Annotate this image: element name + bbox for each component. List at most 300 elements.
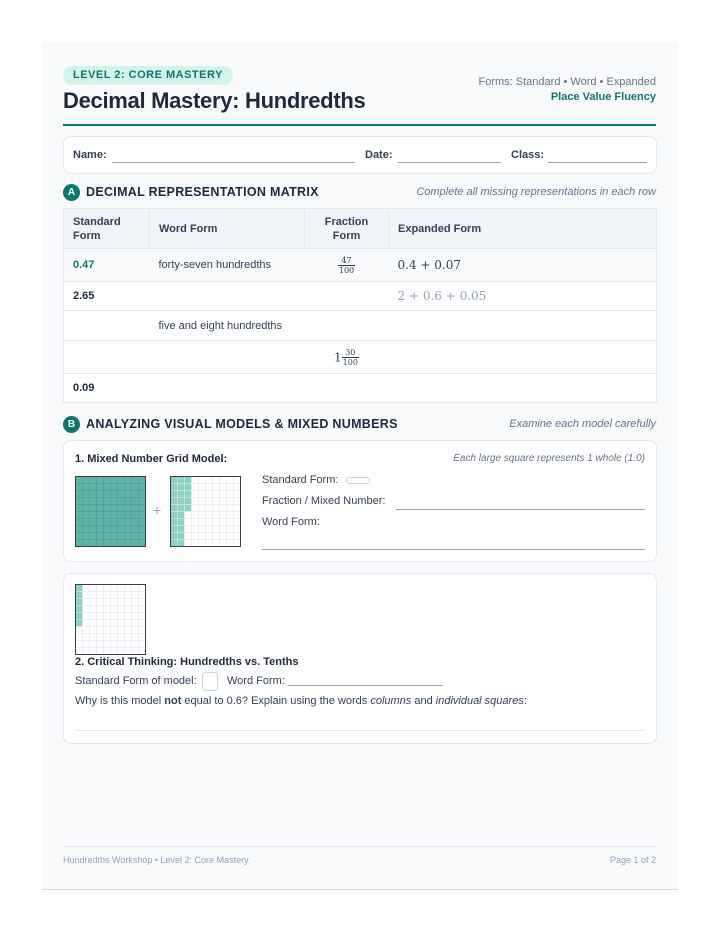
empty-square xyxy=(199,491,206,498)
shaded-square xyxy=(125,484,132,491)
empty-square xyxy=(97,613,104,620)
empty-square xyxy=(199,477,206,484)
shaded-square xyxy=(76,599,83,606)
empty-square xyxy=(125,634,132,641)
plus-sign: + xyxy=(153,502,162,518)
empty-square xyxy=(132,585,139,592)
fraction-input-line[interactable] xyxy=(396,509,645,510)
empty-square xyxy=(83,641,90,648)
shaded-square xyxy=(132,533,139,540)
class-label: Class: xyxy=(511,149,545,161)
denominator: 100 xyxy=(342,357,358,367)
shaded-square xyxy=(90,519,97,526)
empty-square xyxy=(97,627,104,634)
empty-square xyxy=(220,533,227,540)
empty-square xyxy=(234,519,241,526)
empty-square xyxy=(234,477,241,484)
shaded-square xyxy=(171,498,178,505)
empty-square xyxy=(213,533,220,540)
empty-square xyxy=(206,519,213,526)
shaded-square xyxy=(139,526,146,533)
empty-square xyxy=(83,599,90,606)
shaded-square xyxy=(90,526,97,533)
numerator: 30 xyxy=(342,348,359,358)
empty-square xyxy=(90,634,97,641)
empty-square xyxy=(90,641,97,648)
empty-square xyxy=(111,641,118,648)
shaded-square xyxy=(125,512,132,519)
shaded-square xyxy=(118,519,125,526)
shaded-square xyxy=(171,512,178,519)
shaded-square xyxy=(111,491,118,498)
shaded-square xyxy=(185,484,192,491)
empty-square xyxy=(118,606,125,613)
empty-square xyxy=(104,634,111,641)
shaded-square xyxy=(125,533,132,540)
empty-square xyxy=(90,599,97,606)
shaded-square xyxy=(139,477,146,484)
empty-square xyxy=(90,606,97,613)
fraction-cell[interactable] xyxy=(305,374,389,403)
standard-cell: 0.09 xyxy=(64,374,150,403)
empty-square xyxy=(118,627,125,634)
standard-cell: 0.47 xyxy=(64,249,150,282)
shaded-square xyxy=(139,533,146,540)
expanded-cell[interactable] xyxy=(389,311,657,341)
empty-square xyxy=(118,592,125,599)
empty-square xyxy=(97,648,104,655)
empty-square xyxy=(104,585,111,592)
empty-square xyxy=(220,505,227,512)
empty-square xyxy=(199,512,206,519)
model-1-card xyxy=(63,440,657,562)
empty-square xyxy=(90,592,97,599)
header-standard: Standard Form xyxy=(64,209,150,249)
empty-square xyxy=(234,498,241,505)
shaded-square xyxy=(76,585,83,592)
model-2-word-label: Word Form: xyxy=(227,675,285,687)
shaded-square xyxy=(83,477,90,484)
shaded-square xyxy=(97,498,104,505)
empty-square xyxy=(97,592,104,599)
question-text: and xyxy=(411,695,436,707)
fraction-cell xyxy=(305,249,389,282)
shaded-square xyxy=(139,491,146,498)
shaded-square xyxy=(97,526,104,533)
empty-square xyxy=(83,613,90,620)
shaded-square xyxy=(132,512,139,519)
shaded-square xyxy=(76,484,83,491)
empty-square xyxy=(132,592,139,599)
shaded-square xyxy=(171,505,178,512)
shaded-square xyxy=(139,498,146,505)
empty-square xyxy=(206,512,213,519)
empty-square xyxy=(199,526,206,533)
shaded-square xyxy=(76,613,83,620)
empty-square xyxy=(139,585,146,592)
shaded-square xyxy=(178,519,185,526)
denominator: 100 xyxy=(338,265,355,275)
shaded-square xyxy=(132,540,139,547)
empty-square xyxy=(76,634,83,641)
table-row xyxy=(64,311,657,341)
shaded-square xyxy=(132,484,139,491)
shaded-square xyxy=(111,512,118,519)
shaded-square xyxy=(118,540,125,547)
expanded-cell: 0.4 + 0.07 xyxy=(389,249,657,282)
word-cell[interactable] xyxy=(150,341,305,374)
shaded-square xyxy=(83,512,90,519)
name-label: Name: xyxy=(73,149,107,161)
empty-square xyxy=(206,533,213,540)
level-badge: LEVEL 2: CORE MASTERY xyxy=(63,66,233,85)
shaded-square xyxy=(125,526,132,533)
empty-square xyxy=(220,540,227,547)
empty-square xyxy=(97,620,104,627)
shaded-square xyxy=(185,498,192,505)
fraction-cell[interactable] xyxy=(305,282,389,311)
shaded-square xyxy=(118,498,125,505)
empty-square xyxy=(83,592,90,599)
empty-square xyxy=(118,620,125,627)
critical-thinking-question xyxy=(75,695,527,707)
empty-square xyxy=(111,613,118,620)
shaded-square xyxy=(76,519,83,526)
empty-square xyxy=(97,641,104,648)
empty-square xyxy=(206,491,213,498)
empty-square xyxy=(111,634,118,641)
shaded-square xyxy=(178,477,185,484)
table-row xyxy=(64,249,657,282)
shaded-square xyxy=(171,533,178,540)
shaded-square xyxy=(76,620,83,627)
empty-square xyxy=(76,641,83,648)
empty-square xyxy=(192,491,199,498)
empty-square xyxy=(125,620,132,627)
shaded-square xyxy=(118,484,125,491)
empty-square xyxy=(125,648,132,655)
shaded-square xyxy=(76,592,83,599)
empty-square xyxy=(185,526,192,533)
empty-square xyxy=(118,641,125,648)
model-2-standard-input[interactable] xyxy=(202,672,218,691)
shaded-square xyxy=(185,477,192,484)
section-a-title: DECIMAL REPRESENTATION MATRIX xyxy=(86,185,319,199)
empty-square xyxy=(125,599,132,606)
shaded-square xyxy=(125,519,132,526)
empty-square xyxy=(220,484,227,491)
shaded-square xyxy=(111,477,118,484)
shaded-square xyxy=(132,477,139,484)
empty-square xyxy=(206,526,213,533)
shaded-square xyxy=(104,533,111,540)
shaded-square xyxy=(139,512,146,519)
shaded-square xyxy=(171,519,178,526)
empty-square xyxy=(192,540,199,547)
shaded-square xyxy=(125,491,132,498)
model-2-card xyxy=(63,573,657,744)
shaded-square xyxy=(83,519,90,526)
shaded-square xyxy=(76,512,83,519)
shaded-square xyxy=(132,505,139,512)
answer-line[interactable] xyxy=(75,730,645,731)
empty-square xyxy=(213,498,220,505)
shaded-square xyxy=(111,519,118,526)
model-2-word-input-line[interactable] xyxy=(288,685,443,686)
empty-square xyxy=(132,606,139,613)
empty-square xyxy=(125,606,132,613)
shaded-square xyxy=(178,533,185,540)
empty-square xyxy=(139,634,146,641)
empty-square xyxy=(83,627,90,634)
empty-square xyxy=(83,634,90,641)
empty-square xyxy=(139,592,146,599)
shaded-square xyxy=(83,498,90,505)
empty-square xyxy=(185,540,192,547)
shaded-square xyxy=(97,484,104,491)
empty-square xyxy=(206,498,213,505)
empty-square xyxy=(111,606,118,613)
shaded-square xyxy=(171,540,178,547)
shaded-square xyxy=(132,526,139,533)
shaded-square xyxy=(132,491,139,498)
empty-square xyxy=(220,477,227,484)
empty-square xyxy=(125,592,132,599)
shaded-square xyxy=(83,491,90,498)
empty-square xyxy=(139,627,146,634)
empty-square xyxy=(139,606,146,613)
fraction xyxy=(338,256,355,275)
empty-square xyxy=(118,585,125,592)
shaded-square xyxy=(90,533,97,540)
empty-square xyxy=(213,484,220,491)
shaded-square xyxy=(132,498,139,505)
empty-square xyxy=(132,634,139,641)
shaded-square xyxy=(76,505,83,512)
empty-square xyxy=(227,519,234,526)
shaded-square xyxy=(83,526,90,533)
standard-form-label: Standard Form: xyxy=(262,474,339,486)
empty-square xyxy=(199,484,206,491)
model-1-note: Each large square represents 1 whole (1.0) xyxy=(453,453,645,464)
empty-square xyxy=(104,613,111,620)
word-cell[interactable] xyxy=(150,374,305,403)
empty-square xyxy=(76,648,83,655)
header-expanded: Expanded Form xyxy=(389,209,657,249)
shaded-square xyxy=(90,512,97,519)
empty-square xyxy=(227,540,234,547)
empty-square xyxy=(213,526,220,533)
shaded-square xyxy=(171,484,178,491)
standard-cell: 2.65 xyxy=(64,282,150,311)
empty-square xyxy=(206,505,213,512)
shaded-square xyxy=(178,491,185,498)
shaded-square xyxy=(111,484,118,491)
word-form-input-line[interactable] xyxy=(262,549,645,550)
empty-square xyxy=(104,599,111,606)
empty-square xyxy=(111,599,118,606)
forms-subtitle: Forms: Standard • Word • Expanded xyxy=(478,76,656,88)
expanded-cell[interactable] xyxy=(389,374,657,403)
empty-square xyxy=(234,526,241,533)
empty-square xyxy=(104,606,111,613)
empty-square xyxy=(206,540,213,547)
shaded-square xyxy=(76,498,83,505)
tenths-confusion-grid xyxy=(75,584,146,655)
empty-square xyxy=(213,477,220,484)
shaded-square xyxy=(139,540,146,547)
shaded-square xyxy=(132,519,139,526)
fraction xyxy=(342,348,359,367)
shaded-square xyxy=(178,505,185,512)
empty-square xyxy=(227,505,234,512)
empty-square xyxy=(220,491,227,498)
empty-square xyxy=(206,477,213,484)
fluency-subtitle: Place Value Fluency xyxy=(550,91,656,103)
empty-square xyxy=(97,634,104,641)
shaded-square xyxy=(118,505,125,512)
question-term-squares: individual squares xyxy=(435,695,524,707)
shaded-square xyxy=(90,498,97,505)
standard-form-input[interactable] xyxy=(346,477,370,484)
empty-square xyxy=(227,498,234,505)
empty-square xyxy=(104,648,111,655)
footer-page-number: Page 1 of 2 xyxy=(609,855,656,865)
shaded-square xyxy=(90,484,97,491)
shaded-square xyxy=(139,505,146,512)
model-2-standard-label: Standard Form of model: xyxy=(75,675,197,687)
empty-square xyxy=(185,519,192,526)
empty-square xyxy=(185,512,192,519)
header-divider xyxy=(63,124,656,126)
empty-square xyxy=(192,519,199,526)
table-row xyxy=(64,374,657,403)
standard-cell[interactable] xyxy=(64,311,150,341)
question-text: equal to 0.6? Explain using the words xyxy=(181,695,371,707)
shaded-square xyxy=(185,505,192,512)
empty-square xyxy=(76,627,83,634)
shaded-square xyxy=(171,477,178,484)
empty-square xyxy=(125,627,132,634)
shaded-square xyxy=(104,512,111,519)
shaded-square xyxy=(76,533,83,540)
empty-square xyxy=(97,606,104,613)
empty-square xyxy=(206,484,213,491)
empty-square xyxy=(139,620,146,627)
empty-square xyxy=(132,627,139,634)
date-field[interactable] xyxy=(398,162,501,163)
header-fraction: Fraction Form xyxy=(305,209,389,249)
empty-square xyxy=(118,648,125,655)
section-b-title: ANALYZING VISUAL MODELS & MIXED NUMBERS xyxy=(86,417,398,431)
shaded-square xyxy=(171,491,178,498)
empty-square xyxy=(227,477,234,484)
empty-square xyxy=(220,519,227,526)
empty-square xyxy=(234,512,241,519)
empty-square xyxy=(213,505,220,512)
empty-square xyxy=(227,512,234,519)
shaded-square xyxy=(97,540,104,547)
empty-square xyxy=(111,592,118,599)
whole-number: 1 xyxy=(334,350,342,364)
empty-square xyxy=(192,505,199,512)
empty-square xyxy=(90,648,97,655)
empty-square xyxy=(90,620,97,627)
empty-square xyxy=(185,533,192,540)
empty-square xyxy=(227,533,234,540)
empty-square xyxy=(90,627,97,634)
standard-cell[interactable] xyxy=(64,341,150,374)
fraction-cell[interactable] xyxy=(305,311,389,341)
expanded-cell[interactable] xyxy=(389,341,657,374)
empty-square xyxy=(83,648,90,655)
numerator: 47 xyxy=(338,256,355,266)
empty-square xyxy=(104,627,111,634)
shaded-square xyxy=(185,491,192,498)
shaded-square xyxy=(76,491,83,498)
model-2-title: 2. Critical Thinking: Hundredths vs. Tenths xyxy=(75,656,299,668)
empty-square xyxy=(125,613,132,620)
shaded-square xyxy=(90,491,97,498)
shaded-square xyxy=(97,533,104,540)
empty-square xyxy=(97,585,104,592)
class-field[interactable] xyxy=(548,162,647,163)
shaded-square xyxy=(90,505,97,512)
empty-square xyxy=(227,484,234,491)
empty-square xyxy=(213,519,220,526)
empty-square xyxy=(192,533,199,540)
word-cell: forty-seven hundredths xyxy=(150,249,305,282)
empty-square xyxy=(199,505,206,512)
empty-square xyxy=(132,620,139,627)
empty-square xyxy=(111,648,118,655)
empty-square xyxy=(199,540,206,547)
fraction-cell xyxy=(305,341,389,374)
empty-square xyxy=(192,498,199,505)
empty-square xyxy=(104,641,111,648)
empty-square xyxy=(199,498,206,505)
shaded-square xyxy=(76,540,83,547)
shaded-square xyxy=(90,477,97,484)
empty-square xyxy=(83,620,90,627)
word-form-label: Word Form: xyxy=(262,516,320,528)
empty-square xyxy=(234,484,241,491)
empty-square xyxy=(213,512,220,519)
page-title: Decimal Mastery: Hundredths xyxy=(63,88,366,113)
empty-square xyxy=(234,491,241,498)
empty-square xyxy=(139,613,146,620)
table-row xyxy=(64,282,657,311)
shaded-square xyxy=(83,484,90,491)
footer-divider xyxy=(63,846,657,847)
table-row xyxy=(64,341,657,374)
word-cell[interactable] xyxy=(150,282,305,311)
shaded-square xyxy=(76,477,83,484)
name-field[interactable] xyxy=(112,162,355,163)
empty-square xyxy=(83,585,90,592)
shaded-square xyxy=(76,526,83,533)
shaded-square xyxy=(178,512,185,519)
empty-square xyxy=(227,491,234,498)
shaded-square xyxy=(125,477,132,484)
empty-square xyxy=(97,599,104,606)
empty-square xyxy=(139,648,146,655)
fraction-label: Fraction / Mixed Number: xyxy=(262,495,386,507)
shaded-square xyxy=(104,477,111,484)
word-cell: five and eight hundredths xyxy=(150,311,305,341)
hundreds-grid-partial xyxy=(170,476,241,547)
shaded-square xyxy=(83,533,90,540)
